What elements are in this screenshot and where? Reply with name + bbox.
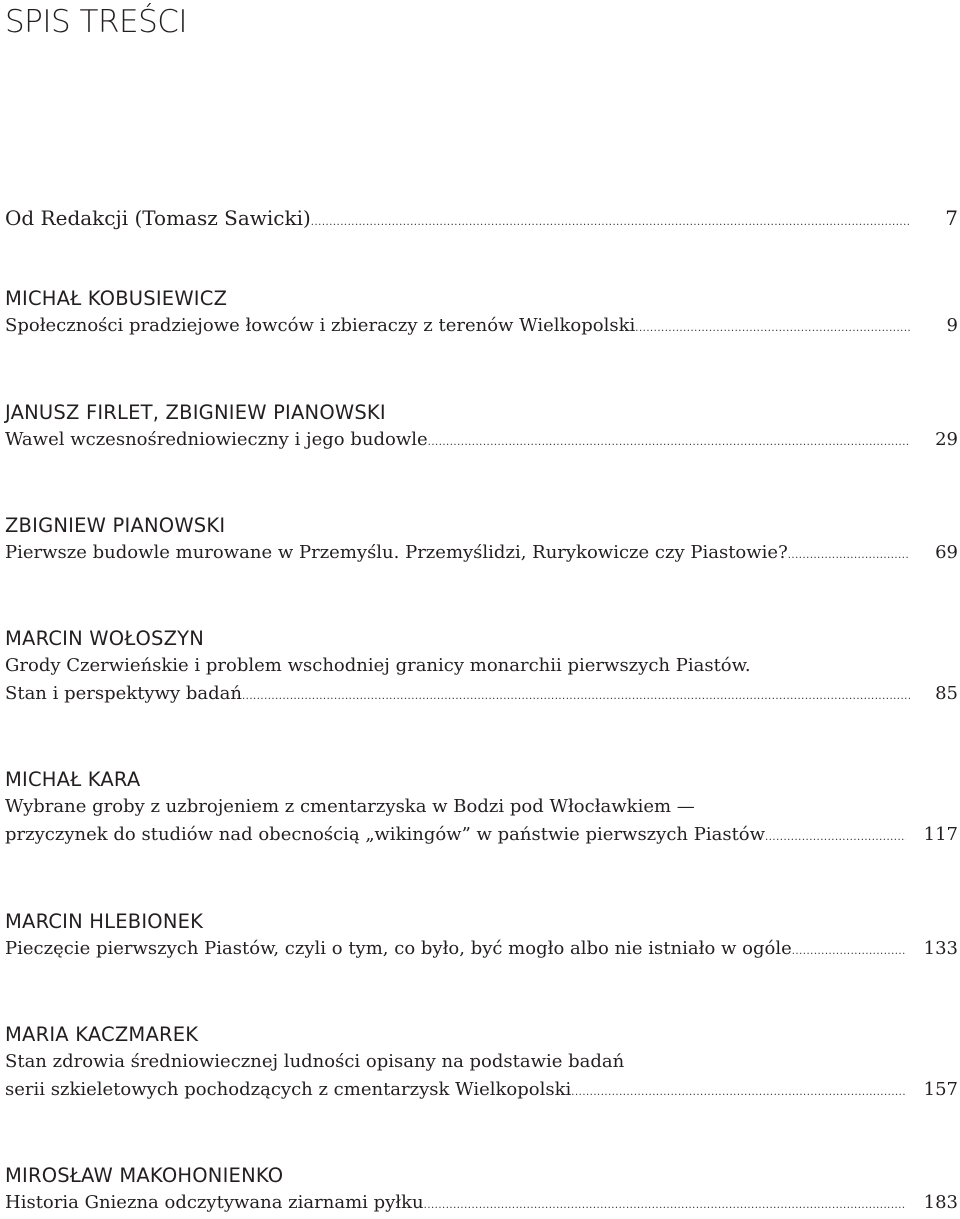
toc-entry-hlebionek[interactable]: [5, 911, 958, 965]
toc-entry-title: Stan i perspektywy badań: [5, 683, 242, 704]
toc-entry-line: [5, 206, 958, 234]
dot-leader: [424, 1194, 906, 1218]
toc-entry-title: przyczynek do studiów nad obecnością „wikingów” w państwie pierwszych Piastów: [5, 824, 766, 845]
toc-entry-editorial[interactable]: [5, 206, 958, 234]
toc-entry-author: ZBIGNIEW PIANOWSKI: [5, 514, 226, 537]
toc-entry-title: Historia Gniezna odczytywana ziarnami pyłku: [5, 1192, 424, 1213]
toc-entry-woloszyn[interactable]: [5, 628, 958, 710]
toc-entry-pianowski[interactable]: [5, 515, 958, 569]
toc-page-number: 9: [946, 315, 958, 336]
dot-leader: [242, 685, 910, 709]
toc-entry-title: Społeczności pradziejowe łowców i zbieraczy z terenów Wielkopolski: [5, 315, 636, 336]
toc-entry-line: [5, 1191, 958, 1219]
toc-entry-kobusiewicz[interactable]: [5, 288, 958, 342]
toc-entry-title: Pieczęcie pierwszych Piastów, czyli o tym, co było, być mogło albo nie istniało w ogóle: [5, 938, 792, 959]
toc-entry-author: MARCIN HLEBIONEK: [5, 910, 204, 933]
toc-entry-title-line: Wybrane groby z uzbrojeniem z cmentarzyska w Bodzi pod Włocławkiem —: [5, 796, 695, 817]
toc-page-number: 133: [923, 938, 958, 959]
dot-leader: [311, 211, 910, 235]
toc-entry-kaczmarek[interactable]: [5, 1024, 958, 1106]
toc-entry-author: MARIA KACZMAREK: [5, 1023, 199, 1046]
toc-entry-author: MARCIN WOŁOSZYN: [5, 627, 205, 650]
toc-entry-kara[interactable]: [5, 769, 958, 851]
page-title: SPIS TREŚCI: [5, 4, 188, 40]
toc-entry-firlet-pianowski[interactable]: [5, 402, 958, 456]
toc-page-number: 69: [935, 542, 958, 563]
toc-entry-line: [5, 314, 958, 342]
toc-entry-author: JANUSZ FIRLET, ZBIGNIEW PIANOWSKI: [5, 401, 386, 424]
dot-leader: [571, 1081, 905, 1105]
toc-entry-line: [5, 823, 958, 851]
toc-entry-author: MICHAŁ KOBUSIEWICZ: [5, 287, 228, 310]
toc-page-number: 85: [935, 683, 958, 704]
dot-leader: [792, 940, 906, 964]
toc-entry-line: [5, 682, 958, 710]
toc-page-number: 29: [935, 429, 958, 450]
toc-entry-title: Pierwsze budowle murowane w Przemyślu. Przemyślidzi, Rurykowicze czy Piastowie?: [5, 542, 788, 563]
toc-page-number: 157: [923, 1079, 958, 1100]
dot-leader: [788, 544, 910, 568]
dot-leader: [635, 317, 910, 341]
toc-page-number: 7: [945, 206, 958, 230]
toc-entry-line: [5, 428, 958, 456]
dot-leader: [428, 431, 910, 455]
toc-entry-title-line: Stan zdrowia średniowiecznej ludności opisany na podstawie badań: [5, 1051, 625, 1072]
toc-entry-author: MICHAŁ KARA: [5, 768, 141, 791]
toc-entry-line: [5, 541, 958, 569]
toc-entry-line: [5, 937, 958, 965]
toc-entry-line: [5, 1078, 958, 1106]
toc-entry-title: Wawel wczesnośredniowieczny i jego budowle: [5, 429, 428, 450]
toc-page-number: 183: [923, 1192, 958, 1213]
toc-entry-author: MIROSŁAW MAKOHONIENKO: [5, 1164, 284, 1187]
toc-page-number: 117: [923, 824, 958, 845]
dot-leader: [765, 826, 906, 850]
toc-entry-title: Od Redakcji (Tomasz Sawicki): [5, 206, 311, 230]
toc-entry-makohonienko[interactable]: [5, 1165, 958, 1219]
toc-entry-title-line: Grody Czerwieńskie i problem wschodniej granicy monarchii pierwszych Piastów.: [5, 655, 751, 676]
toc-entry-title: serii szkieletowych pochodzących z cmentarzysk Wielkopolski: [5, 1079, 572, 1100]
